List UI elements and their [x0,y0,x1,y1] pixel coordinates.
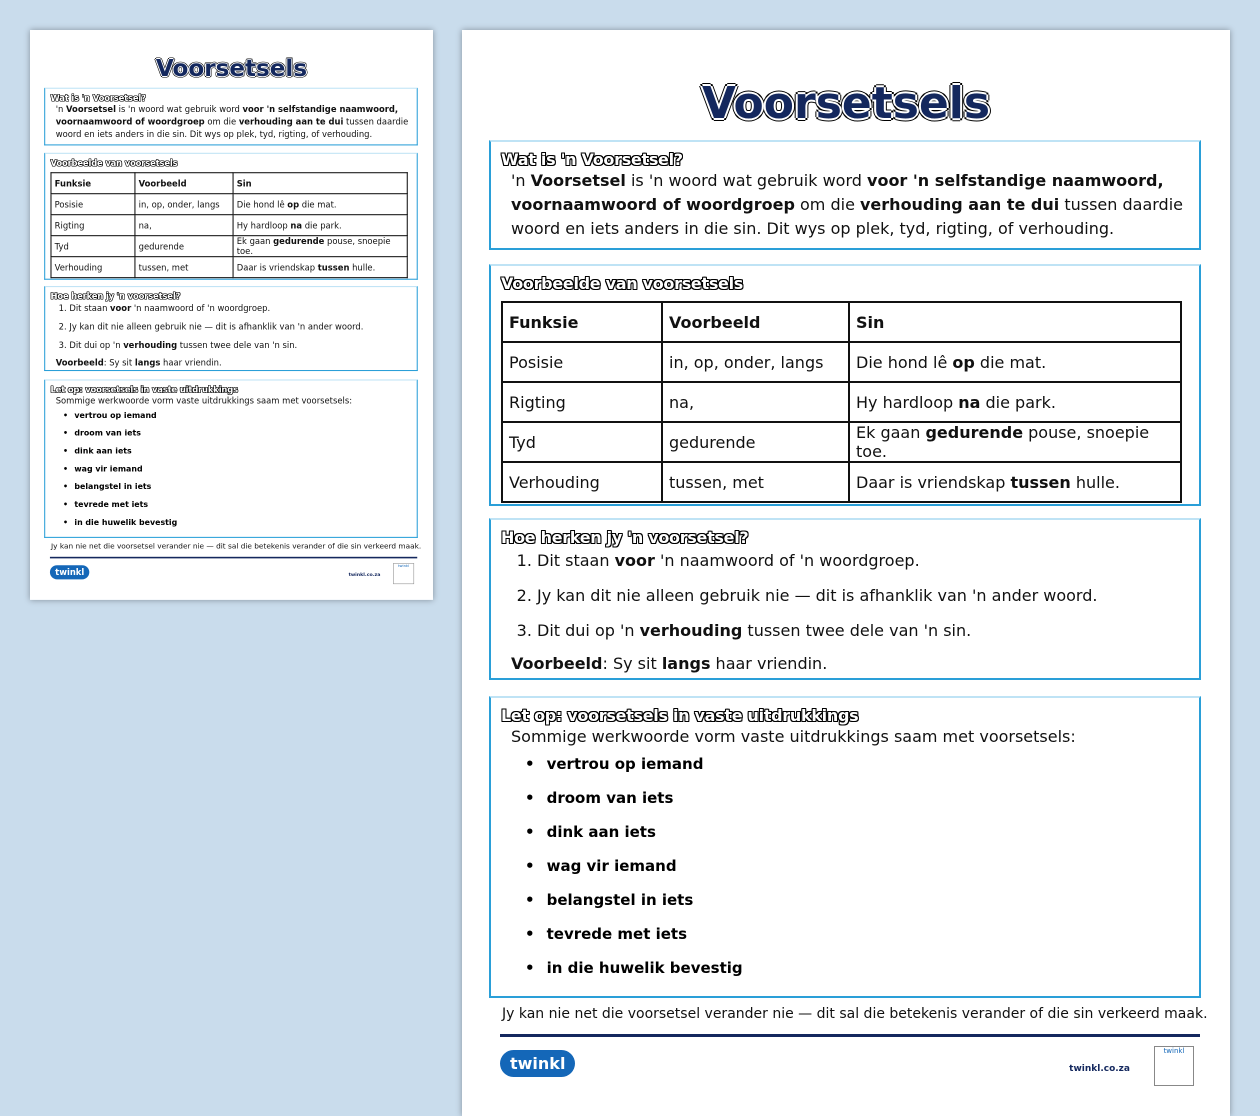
thumbnail-page [30,30,433,600]
expressions-list [501,749,1189,987]
list-item: • wag vir iemand [63,461,411,479]
table-header-row: Funksie Voorbeeld Sin [51,173,407,194]
list-item: • belangstel in iets [525,885,1189,919]
table-row: Verhouding tussen, met Daar is vriendskap tussen hulle. [502,462,1181,502]
table-row: Tyd gedurende Ek gaan gedurende pouse, snoepie toe. [502,422,1181,462]
fixed-expressions-section [44,379,418,537]
list-item: • in die huwelik bevestig [63,514,411,532]
list-item: 3. Dit dui op 'n verhouding tussen twee dele van 'n sin. [537,617,1189,652]
list-item: 1. Dit staan voor 'n naamwoord of 'n woordgroep. [537,547,1189,582]
footer-divider [50,557,417,559]
list-item: • dink aan iets [525,817,1189,851]
page-title: Voorsetsels [155,55,308,82]
list-item: • wag vir iemand [525,851,1189,885]
examples-table [501,301,1182,503]
list-item: • vertrou op iemand [525,749,1189,783]
badge-icon: twinkl [1154,1046,1194,1086]
examples-section [489,264,1201,506]
expressions-list [50,407,411,532]
footer-url: twinkl.co.za [348,572,381,578]
footer-url: twinkl.co.za [1069,1064,1130,1074]
list-item: • dink aan iets [63,443,411,461]
table-row: Posisie in, op, onder, langs Die hond lê op die mat. [502,342,1181,382]
list-item: • droom van iets [63,425,411,443]
twinkl-logo: twinkl [500,1050,575,1077]
list-item: • belangstel in iets [63,479,411,497]
definition-section [44,88,418,146]
list-item: • tevrede met iets [63,496,411,514]
footer-note: Jy kan nie net die voorsetsel verander nie — dit sal die betekenis verander of die sin verkeerd maak. [50,542,422,551]
list-item: • in die huwelik bevestig [525,953,1189,987]
table-row: Rigting na, Hy hardloop na die park. [51,215,407,236]
section-heading: Let op: voorsetsels in vaste uitdrukkings [501,706,859,725]
table-row: Rigting na, Hy hardloop na die park. [502,382,1181,422]
table-row: Tyd gedurende Ek gaan gedurende pouse, snoepie toe. [51,236,407,257]
fixed-intro: Sommige werkwoorde vorm vaste uitdrukkings saam met voorsetsels: [511,727,1076,746]
example-sentence: Voorbeeld: Sy sit langs haar vriendin. [55,357,222,368]
examples-section [44,153,418,280]
list-item: • tevrede met iets [525,919,1189,953]
recognise-section [44,286,418,371]
example-sentence: Voorbeeld: Sy sit langs haar vriendin. [511,654,828,673]
thumbnail-worksheet [30,30,433,600]
badge-icon: twinkl [393,563,414,584]
recognise-list [501,547,1189,652]
list-item: 3. Dit dui op 'n verhouding tussen twee dele van 'n sin. [69,338,411,356]
definition-text: 'n Voorsetsel is 'n woord wat gebruik word voor 'n selfstandige naamwoord, voornaamwoord of woordgroep om die verhouding aan te dui tussen daardie woord en iets anders in die sin. Dit wys op plek, tyd, rigting, of verhouding. [55,103,409,140]
fixed-expressions-section [489,696,1201,998]
list-item: 2. Jy kan dit nie alleen gebruik nie — dit is afhanklik van 'n ander woord. [69,320,411,338]
section-heading: Hoe herken jy 'n voorsetsel? [501,528,749,547]
worksheet-page [462,30,1230,1116]
page-title: Voorsetsels [701,78,991,129]
list-item: • droom van iets [525,783,1189,817]
section-heading: Voorbeelde van voorsetsels [501,274,743,293]
definition-text: 'n Voorsetsel is 'n woord wat gebruik word voor 'n selfstandige naamwoord, voornaamwoord of woordgroep om die verhouding aan te dui tussen daardie woord en iets anders in die sin. Dit wys op plek, tyd, rigting, of verhouding. [511,171,1183,238]
recognise-section [489,518,1201,680]
examples-table [50,172,407,278]
table-header-row: Funksie Voorbeeld Sin [502,302,1181,342]
table-row: Posisie in, op, onder, langs Die hond lê op die mat. [51,194,407,215]
section-heading: Wat is 'n Voorsetsel? [501,150,683,169]
section-heading: Let op: voorsetsels in vaste uitdrukkings [50,384,238,395]
twinkl-logo: twinkl [50,565,90,579]
list-item: 1. Dit staan voor 'n naamwoord of 'n woordgroep. [69,301,411,319]
footer-note: Jy kan nie net die voorsetsel verander nie — dit sal die betekenis verander of die sin verkeerd maak. [502,1006,1208,1022]
definition-section [489,140,1201,250]
section-heading: Wat is 'n Voorsetsel? [50,92,146,103]
footer-divider [500,1034,1200,1037]
list-item: • vertrou op iemand [63,407,411,425]
list-item: 2. Jy kan dit nie alleen gebruik nie — dit is afhanklik van 'n ander woord. [537,582,1189,617]
section-heading: Voorbeelde van voorsetsels [50,158,178,168]
recognise-list [50,301,411,356]
fixed-intro: Sommige werkwoorde vorm vaste uitdrukkings saam met voorsetsels: [55,395,353,406]
table-row: Verhouding tussen, met Daar is vriendskap tussen hulle. [51,257,407,278]
section-heading: Hoe herken jy 'n voorsetsel? [50,291,181,302]
